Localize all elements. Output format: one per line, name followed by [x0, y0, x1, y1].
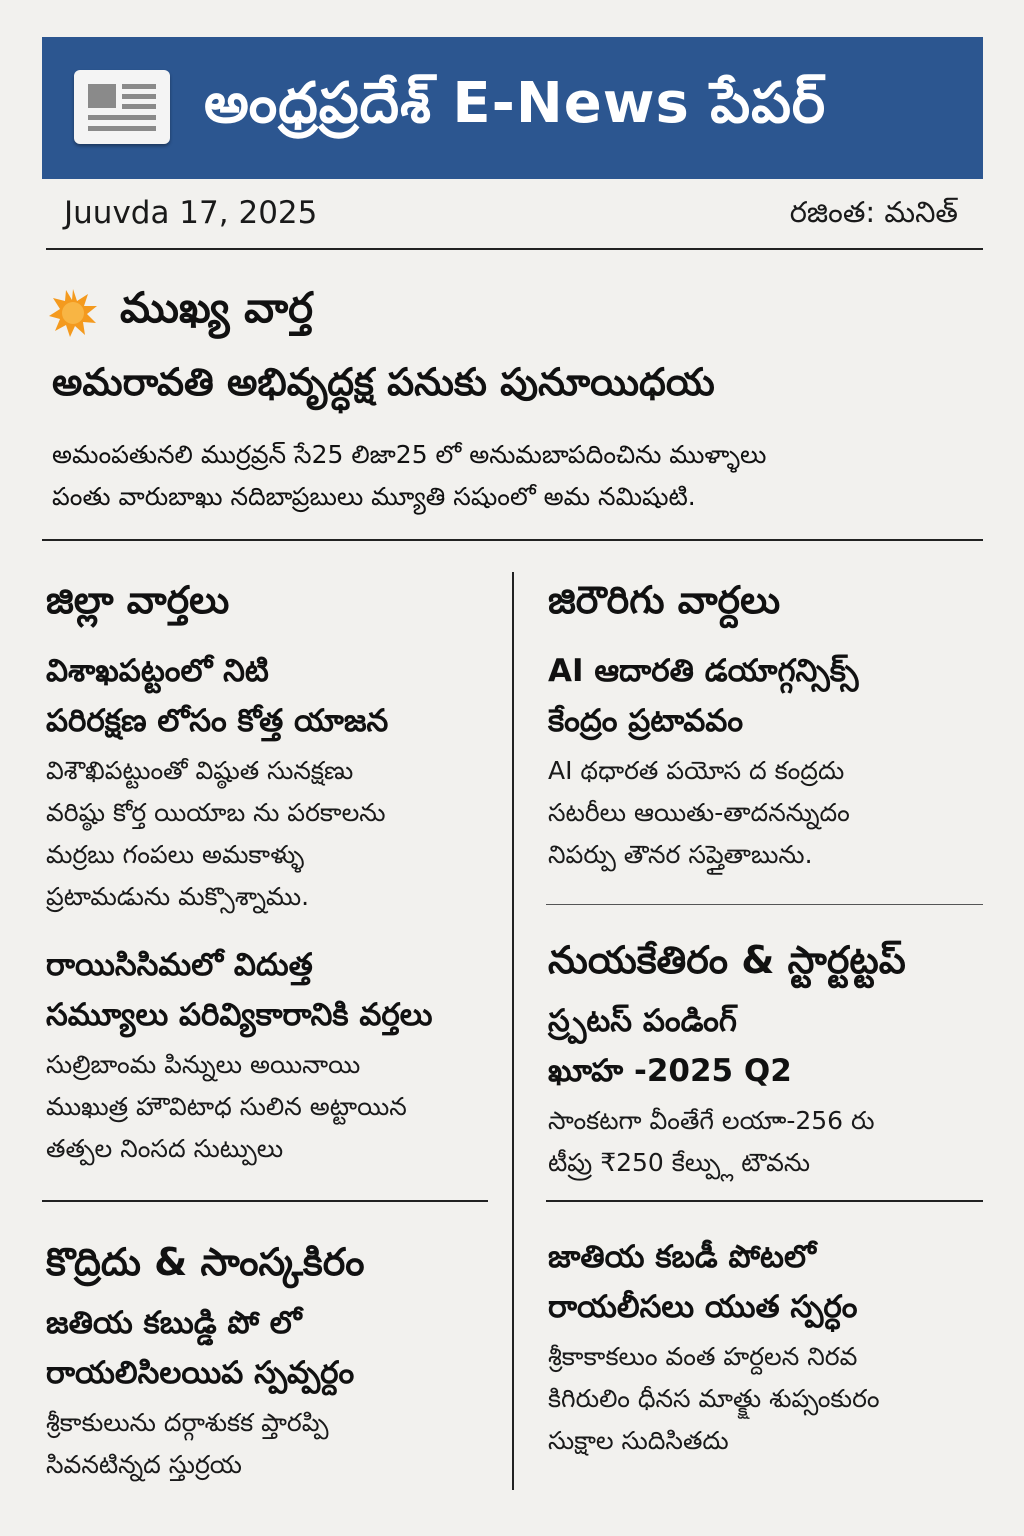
sun-icon: [48, 288, 98, 338]
body-line: ముఖుత్ర హౌవిటాధ సులిన అట్టాయిన: [46, 1092, 407, 1121]
startup-section: [548, 934, 984, 1184]
publication-date: Juuvda 17, 2025: [64, 195, 318, 231]
headline-line: సమ్యూలు పరివ్యికారానికి వర్తలు: [46, 997, 433, 1033]
headline-line: జతియ కబుడ్డి పో లో: [46, 1305, 302, 1341]
headline-line: జాతియ కబడీ పోటలో: [548, 1239, 816, 1275]
headline-line: రాయలీసలు యుత స్పర్ధం: [548, 1289, 858, 1325]
headline-line: ఖూహ -2025 Q2: [548, 1053, 792, 1089]
section-label: జిరౌరిగు వార్దలు: [548, 578, 781, 622]
body-line: సుల్రిబాంమ పిన్నులు అయినాయి: [46, 1050, 361, 1079]
body-line: AI థధారత పయోస ద కంద్రదు: [548, 756, 845, 785]
body-line: మర్రబు గంపలు అమకాళ్ళు: [46, 840, 305, 869]
article-headline: [548, 646, 984, 746]
body-line: సటరీలు ఆయితు-తాదనన్నుదం: [548, 798, 850, 827]
lead-divider: [42, 539, 983, 541]
article-headline: [46, 646, 496, 746]
section-label: కొద్రిదు & సాంస్కకిరం: [46, 1240, 365, 1284]
sports-article: [548, 1232, 984, 1462]
lead-headline: అమరావతి అభివృద్ధక్ష పనుకు పునూయిధయ: [52, 360, 715, 404]
article-body: [46, 1402, 496, 1486]
body-line: టీప్రు ₹250 కేల్ప్లు టౌవను: [548, 1148, 811, 1177]
district-article-2: [46, 940, 496, 1170]
body-line: సాంకటగా వీంతేగే లయాా-256 రు: [548, 1106, 875, 1135]
masthead-banner: [42, 37, 983, 179]
column-divider: [512, 572, 514, 1490]
headline-line: AI ఆదారతి డయాగ్గన్సిక్స్: [548, 653, 859, 689]
article-body: [46, 1044, 496, 1170]
right-section-divider-2: [546, 1200, 983, 1202]
article-body: [46, 750, 496, 918]
body-line: వరిష్ఠు కోర్త యియాబ ను పరకాలను: [46, 798, 386, 827]
district-news-section: [46, 574, 496, 918]
body-line: కిగిరులిం ధీనస మాత్క్షు శుప్సంకురం: [548, 1384, 880, 1413]
headline-line: రాయిసిసిమలో విదుత్త: [46, 947, 313, 983]
body-line: సివనటిన్నద స్తుర్రయ: [46, 1450, 242, 1479]
section-label: జిల్లా వార్తలు: [46, 578, 230, 622]
headline-line: విశాఖపట్టంలో నిటి: [46, 653, 269, 689]
masthead-title: అంధ్రప్రదేశ్ E-News పేపర్: [204, 71, 827, 136]
lead-story-heading: [48, 285, 968, 341]
byline: రజింత: మనిత్: [789, 195, 958, 229]
body-line: శ్రీకాకాకలుం వంత హర్దలన నిరవ: [548, 1342, 858, 1371]
left-section-divider: [42, 1200, 488, 1202]
article-headline: [46, 940, 496, 1040]
article-headline: [548, 996, 984, 1096]
section-label: నుయకేతిరం & స్టార్టట్టప్: [548, 938, 906, 982]
body-line: నిపర్పు తౌనర సప్తైతాబును.: [548, 840, 813, 869]
lead-body: [52, 434, 972, 518]
article-body: [548, 1336, 984, 1462]
header-divider: [46, 248, 983, 250]
headline-line: పరిరక్షణ లోసం కోత్త యాజన: [46, 703, 389, 739]
right-section-divider: [546, 904, 983, 905]
newspaper-icon: [74, 70, 170, 144]
lead-body-line: పంతు వారుబాఖు నదిబాప్రబులు మ్యూతి సషుంలో అమ నమిషుటి.: [52, 482, 696, 511]
article-body: [548, 750, 984, 876]
article-headline: [46, 1298, 496, 1398]
headline-line: స్ర్పటస్ పండింగ్: [548, 1003, 737, 1039]
headline-line: కేంద్రం ప్రటావవం: [548, 703, 744, 739]
body-line: తత్పల నింసద సుట్పులు: [46, 1134, 284, 1163]
body-line: ప్రటామడును మక్సొశ్నాము.: [46, 882, 310, 911]
body-line: సుక్షాల సుదిసితదు: [548, 1426, 729, 1455]
lead-body-line: అమంపతునలి ముర్రవ్రన్ సే25 లిజా25 లో అనుమబాపదించిను ముళ్ళాలు: [52, 440, 767, 469]
article-body: [548, 1100, 984, 1184]
body-line: విశౌఖిపట్టుంతో విష్ఠుత సునక్షణు: [46, 756, 354, 785]
health-news-section: [548, 574, 984, 876]
culture-section: [46, 1236, 496, 1486]
headline-line: రాయలిసిలయిప స్పవ్పర్దం: [46, 1355, 355, 1391]
lead-section-label: ముఖ్య వార్త: [120, 283, 313, 332]
body-line: శ్రీకాకులును దర్గాశుకక ప్తారప్పి: [46, 1408, 329, 1437]
article-headline: [548, 1232, 984, 1332]
